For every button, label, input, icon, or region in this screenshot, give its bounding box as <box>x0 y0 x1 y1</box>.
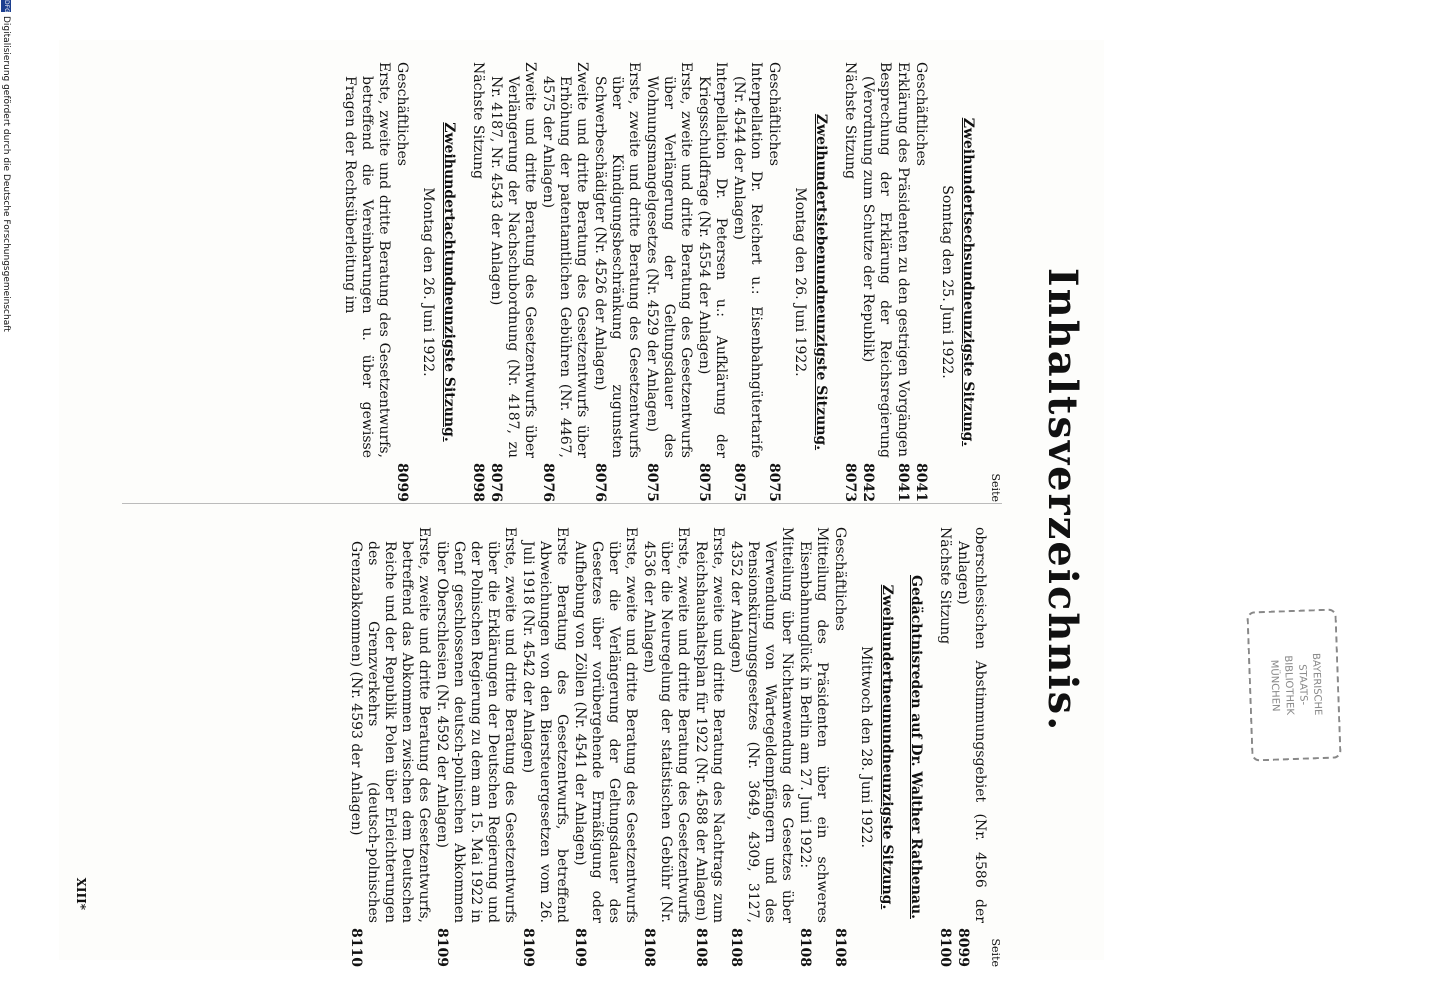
toc-entry-page: 8075 <box>644 463 660 502</box>
toc-entry-page: 8075 <box>766 463 782 502</box>
toc-entry-page: 8109 <box>520 928 536 967</box>
library-stamp <box>1246 608 1341 761</box>
toc-entry-page: 8108 <box>832 928 848 967</box>
toc-entry-page: 8108 <box>728 928 744 967</box>
toc-entry <box>954 527 988 967</box>
toc-entry-text: Interpellation Dr. Petersen u.: Aufklärung der Kriegsschuldfrage (Nr. 4554 der Anlagen) <box>696 62 729 458</box>
toc-entry <box>841 62 858 502</box>
toc-entry-text: Zweite und dritte Beratung des Gesetzentwurfs über Verlängerung der Nachschubordnung (Nr. 4187, zu Nr. 4187, Nr. 4543 der Anlagen) <box>488 62 538 458</box>
toc-entry <box>519 527 570 967</box>
toc-entry <box>936 527 953 967</box>
toc-entry <box>695 62 729 502</box>
toc-entry <box>643 62 694 502</box>
toc-entry-text: Nächste Sitzung <box>470 62 486 180</box>
toc-entry-page: 8108 <box>693 928 709 967</box>
session-date: Montag den 26. Juni 1922. <box>792 187 808 377</box>
session-heading: Zweihundertneunundneunzigste Sitzung. <box>879 584 895 910</box>
toc-entry <box>487 62 538 502</box>
toc-entry-text: Erste, zweite und dritte Beratung des Gesetzentwurfs über die Erklärungen der Deutschen Regierung und der Polnischen Regierung zu dem am 15. Mai 1922 in Genf geschlossenen deutsch-polnischen Abkommen über Oberschlesien (Nr. 4592 der Anlagen) <box>434 527 518 923</box>
toc-entry <box>765 62 782 502</box>
session-heading: Gedächtnisreden auf Dr. Walther Rathenau. <box>908 574 924 919</box>
toc-entry-page: 8109 <box>434 928 450 967</box>
toc-entry <box>469 62 486 502</box>
seite-label: Seite <box>989 938 1002 967</box>
toc-entry <box>539 62 590 502</box>
seite-label: Seite <box>989 473 1002 502</box>
toc-entry-text: Geschäftliches <box>832 527 848 631</box>
right-column <box>346 527 1002 967</box>
dfg-logo-icon: DFG <box>3 0 11 13</box>
page-title: Inhaltsverzeichnis. <box>1039 267 1086 733</box>
toc-entry-page: 8110 <box>348 928 364 967</box>
toc-entry-page: 8108 <box>641 928 657 967</box>
column-divider <box>122 503 1002 504</box>
toc-entry-text: oberschlesischen Abstimmungsgebiet (Nr. 4586 der Anlagen) <box>955 527 988 923</box>
toc-entry-text: Nächste Sitzung <box>937 527 953 645</box>
toc-entry <box>393 62 410 502</box>
toc-entry-page: 8099 <box>955 928 971 967</box>
toc-entry <box>727 527 795 967</box>
toc-entry <box>640 527 691 967</box>
stamp-line: BAYERISCHE <box>1309 652 1324 716</box>
toc-entry-text: Erste, zweite und dritte Beratung des Gesetzentwurfs über die Neuregelung der statistischen Gebühr (Nr. 4536 der Anlagen) <box>641 527 691 923</box>
toc-entry-page: 8075 <box>696 463 712 502</box>
toc-entry <box>730 62 764 502</box>
toc-entry-text: Interpellation Dr. Reichert u.: Eisenbahngütertarife (Nr. 4544 der Anlagen) <box>731 62 764 458</box>
toc-entry <box>831 527 848 967</box>
session-heading: Zweihundertachtundneunzigste Sitzung. <box>441 122 457 442</box>
toc-entry-text: Geschäftliches <box>766 62 782 166</box>
toc-entry-page: 8076 <box>540 463 556 502</box>
stamp-line: MÜNCHEN <box>1268 659 1281 712</box>
toc-entry-text: Nächste Sitzung <box>842 62 858 180</box>
toc-entry-text: Erste, zweite und dritte Beratung des Gesetzentwurfs, betreffend das Abkommen zwischen dem Deutschen Reiche und der Republik Polen über Erleichterungen des Grenzverkehrs (deutsch-polnisches Grenzabkommen) (Nr. 4593 der Anlagen) <box>348 527 432 923</box>
toc-entry <box>591 62 642 502</box>
stamp-line: BIBLIOTHEK <box>1281 655 1296 716</box>
toc-entry-page: 8042 <box>860 463 876 502</box>
session-date: Montag den 26. Juni 1922. <box>420 187 436 377</box>
toc-entry-text: Mitteilung über Nichtanwendung des Gesetzes über Verwendung von Wartegeldempfängern und des Pensionskürzungsgesetzes (Nr. 3649, 4309, 3127, 4352 der Anlagen) <box>728 527 795 923</box>
toc-entry <box>571 527 639 967</box>
toc-entry-page: 8076 <box>592 463 608 502</box>
toc-entry-page: 8100 <box>937 928 953 967</box>
stamp-line: STAATS- <box>1296 664 1309 706</box>
toc-entry-page: 8041 <box>895 463 911 502</box>
toc-entry <box>433 527 518 967</box>
toc-entry-text: Mitteilung des Präsidenten über ein schweres Eisenbahnunglück in Berlin am 27. Juni 1922: <box>797 527 830 923</box>
toc-entry <box>341 62 392 502</box>
toc-entry-text: Erklärung des Präsidenten zu den gestrigen Vorgängen <box>895 62 911 458</box>
session-date: Mittwoch den 28. Juni 1922. <box>858 646 874 848</box>
toc-entry <box>894 62 911 502</box>
toc-entry-page: 8075 <box>731 463 747 502</box>
toc-entry-text: Erste, zweite und dritte Beratung des Gesetzentwurfs, betreffend die Vereinbarungen u. über gewisse Fragen der Rechtsüberleitung im <box>342 62 392 458</box>
toc-entry-page: 8098 <box>470 463 486 502</box>
folio-number: XIII* <box>74 877 88 910</box>
toc-entry-page: 8076 <box>488 463 504 502</box>
toc-entry-text: Erste, zweite und dritte Beratung des Gesetzentwurfs über Kündigungsbeschränkung zugunsten Schwerbeschädigter (Nr. 4526 der Anlagen) <box>592 62 642 458</box>
toc-entry-text: Erste, zweite und dritte Beratung des Gesetzentwurfs über die Verlängerung der Geltungsdauer des Gesetzes über vorübergehende Ermäßigung oder Aufhebung von Zöllen (Nr. 4541 der Anlagen) <box>572 527 639 923</box>
toc-entry-text: Zweite und dritte Beratung des Gesetzentwurfs über Erhöhung der patentamtlichen Gebühren (Nr. 4467, 4575 der Anlagen) <box>540 62 590 458</box>
toc-entry-text: Geschäftliches <box>394 62 410 166</box>
toc-entry-text: Besprechung der Erklärung der Reichsregierung (Verordnung zum Schutze der Republik) <box>860 62 893 458</box>
session-heading: Zweihundertsiebenundneunzigste Sitzung. <box>813 113 829 451</box>
toc-entry-page: 8109 <box>572 928 588 967</box>
toc-entry <box>692 527 726 967</box>
toc-entry <box>859 62 893 502</box>
toc-entry-page: 8073 <box>842 463 858 502</box>
toc-entry-text: Erste Beratung des Gesetzentwurfs, betreffend Abweichungen von den Biersteuergesetzen vom 26. Juli 1918 (Nr. 4542 der Anlagen) <box>520 527 570 923</box>
toc-entry-text: Geschäftliches <box>913 62 929 166</box>
toc-entry <box>912 62 929 502</box>
toc-entry-text: Erste, zweite und dritte Beratung des Gesetzentwurfs über Verlängerung der Geltungsdauer des Wohnungsmangelgesetzes (Nr. 4529 der Anlagen) <box>644 62 694 458</box>
session-date: Sonntag den 25. Juni 1922. <box>939 185 955 379</box>
left-column <box>340 62 1002 502</box>
toc-entry <box>347 527 432 967</box>
session-heading: Zweihundertsechsundneunzigste Sitzung. <box>960 117 976 447</box>
toc-entry-page: 8041 <box>913 463 929 502</box>
toc-entry <box>796 527 830 967</box>
toc-entry-page: 8108 <box>797 928 813 967</box>
toc-entry-text: Erste, zweite und dritte Beratung des Nachtrags zum Reichshaushaltsplan für 1922 (Nr. 4588 der Anlagen) <box>693 527 726 923</box>
digitization-footer <box>0 0 12 1000</box>
footer-note: Digitalisierung gefördert durch die Deutsche Forschungsgemeinschaft <box>1 16 11 332</box>
toc-entry-page: 8099 <box>394 463 410 502</box>
